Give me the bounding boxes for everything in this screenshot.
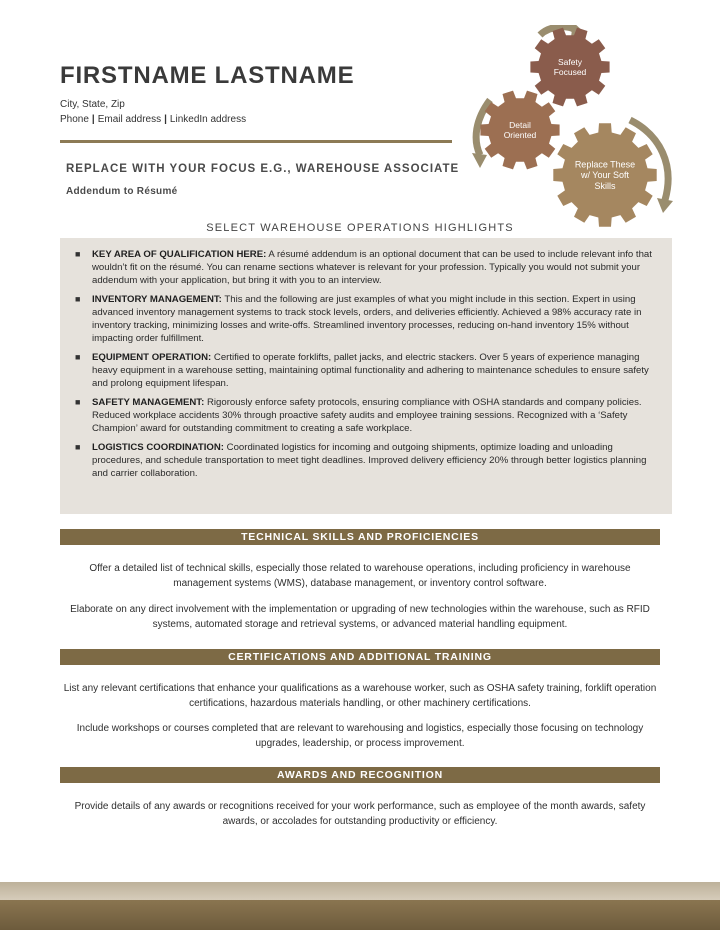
highlight-label: LOGISTICS COORDINATION: [92,442,224,453]
highlights-box [60,238,672,514]
highlight-label: EQUIPMENT OPERATION: [92,352,212,363]
arrow-right-head [657,198,673,213]
linkedin-text: LinkedIn address [169,114,247,125]
bullet-icon: ■ [75,249,81,259]
arrow-left-head [472,153,487,168]
certifications-section-header: CERTIFICATIONS AND ADDITIONAL TRAINING [60,649,660,665]
phone-text: Phone [60,114,89,125]
focus-title: REPLACE WITH YOUR FOCUS E.G., WAREHOUSE ASSOCIATE [66,163,460,175]
separator: | [91,114,95,125]
footer-band-light [0,882,720,900]
safety-focused-gear-label: Safety Focused [553,56,587,78]
highlight-item [72,351,654,390]
addendum-subtitle: Addendum to Résumé [66,186,178,197]
location-text: City, State, Zip [60,99,125,110]
certifications-paragraph-1: List any relevant certifications that enhance your qualifications as a warehouse worker, such as OSHA safety training, forklift operation certifications, hazardous materials handling, or other machinery certifications. [63,683,657,709]
highlight-item [72,441,654,480]
certifications-paragraph-2: Include workshops or courses completed that are relevant to warehousing and logistics, especially those focusing on technology upgrades, leadership, or process improvement. [76,723,644,749]
highlight-text: A résumé addendum is an optional document that can be used to include relevant info that wouldn’t fit on the résumé. You can rename sections whatever is relevant for your profession. Typically you would not submit your addendum with your application, but bring it with you to an interview. [92,249,652,286]
highlight-label: SAFETY MANAGEMENT: [92,397,205,408]
bullet-icon: ■ [75,352,81,362]
technical-paragraph-2: Elaborate on any direct involvement with the implementation or upgrading of new technologies within the warehouse, such as RFID systems, automated storage and retrieval systems, or advanced material handling equipment. [70,604,650,630]
email-text: Email address [97,114,162,125]
soft-skills-gears-graphic [455,25,695,235]
highlight-label: INVENTORY MANAGEMENT: [92,294,222,305]
highlight-text: Rigorously enforce safety protocols, ensuring compliance with OSHA standards and company policies. Reduced workplace accidents 30% through proactive safety audits and employee training sessions. Recognized with a ‘Safety Champion’ award for outstanding commitment to creating a safe workplace. [92,397,642,434]
bullet-icon: ■ [75,294,81,304]
highlight-item [72,293,654,345]
technical-section-header: TECHNICAL SKILLS AND PROFICIENCIES [60,529,660,545]
highlight-text: This and the following are just examples of what you might include in this section. Expert in using advanced inventory management systems to track stock levels, orders, and deliveries efficiently. Achieved a 98% accuracy rate in inventory tracking, minimizing losses and write-offs. Streamlined inventory processes, reducing on-hand inventory 15% without impacting order fulfillment. [92,294,642,344]
awards-section-header: AWARDS AND RECOGNITION [60,767,660,783]
technical-paragraph-1: Offer a detailed list of technical skills, especially those related to warehouse operations, including proficiency in warehouse management systems (WMS), database management, or inventory control software. [89,563,631,589]
highlight-text: Coordinated logistics for incoming and outgoing shipments, optimize loading and unloading procedures, and schedule transportation to meet tight deadlines. Improved delivery efficiency 20% through better logistics planning and carrier collaboration. [92,442,647,479]
contact-block [60,97,246,127]
header-divider [60,140,452,143]
highlight-label: KEY AREA OF QUALIFICATION HERE: [92,249,267,260]
contact-line [60,112,246,127]
highlight-item [72,396,654,435]
detail-oriented-gear-label: Detail Oriented [503,119,537,141]
highlights-title: SELECT WAREHOUSE OPERATIONS HIGHLIGHTS [206,222,514,234]
separator: | [164,114,167,125]
highlight-item [72,248,654,287]
soft-skills-gear-label: Replace These w/ Your Soft Skills [574,159,636,191]
resume-name: FIRSTNAME LASTNAME [60,62,355,89]
bullet-icon: ■ [75,442,81,452]
bullet-icon: ■ [75,397,81,407]
highlight-text: Certified to operate forklifts, pallet jacks, and electric stackers. Over 5 years of experience managing heavy equipment in a warehouse setting, maintaining optimal functionality and adhering to maintenance schedules to ensure safety and prolong equipment lifespan. [92,352,649,389]
footer-band-dark [0,900,720,930]
awards-paragraph-1: Provide details of any awards or recognitions received for your work performance, such as employee of the month awards, safety awards, or accolades for outstanding productivity or efficiency. [74,801,646,827]
